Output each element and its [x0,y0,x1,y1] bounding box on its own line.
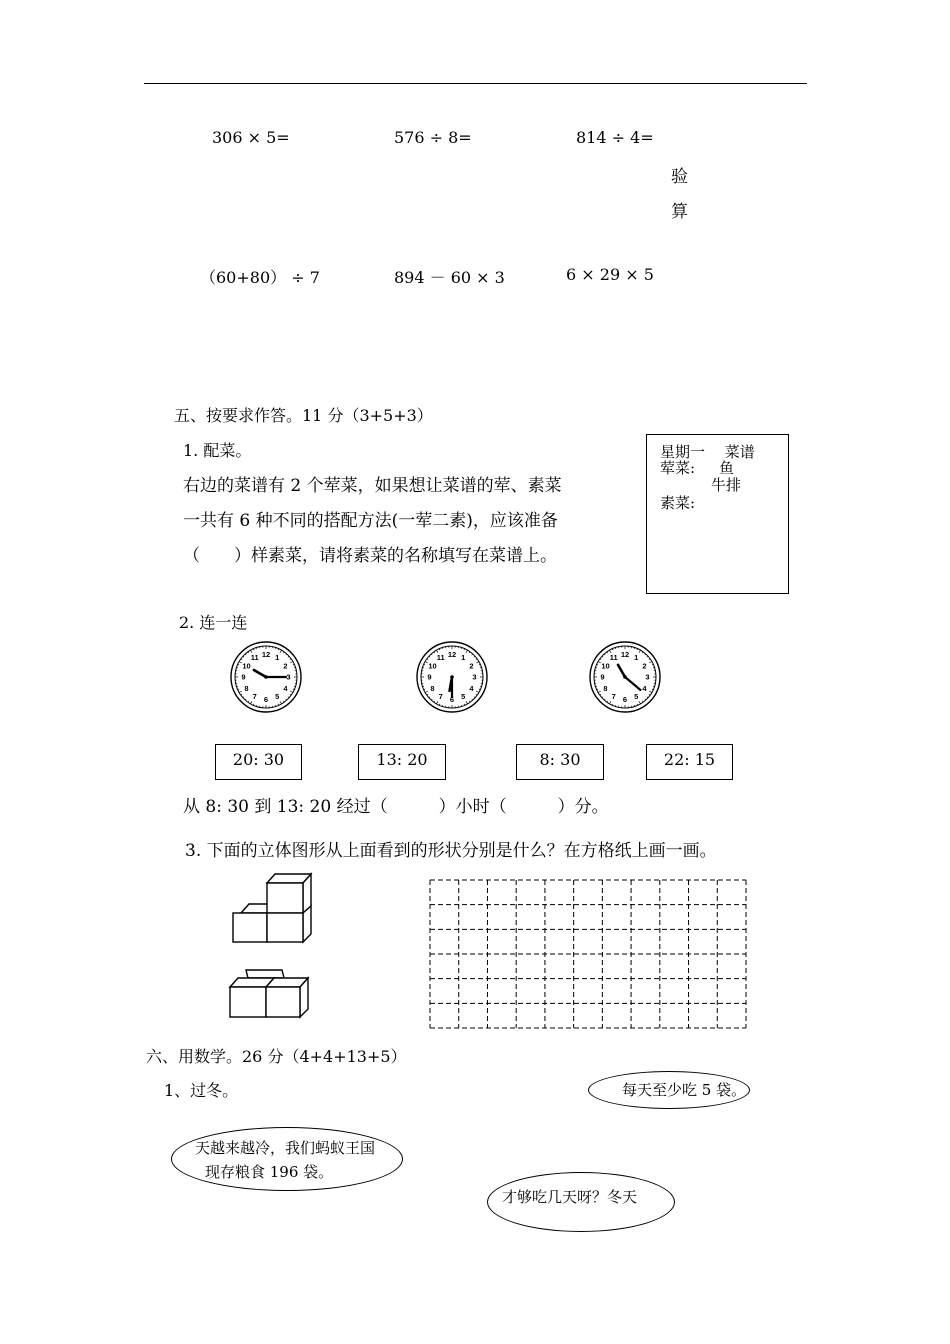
calc-4: （60+80） ÷ 7 [200,268,320,287]
square-grid-paper[interactable] [428,878,750,1030]
calc-5: 894 － 60 × 3 [394,268,505,287]
clock-number: 11 [436,653,445,663]
clock-number: 1 [461,653,466,663]
clock-number: 3 [286,672,291,682]
clock-3 [588,640,662,714]
clock-number: 6 [449,695,455,705]
clock-number: 4 [283,683,288,693]
clock-number: 11 [609,653,618,663]
clock-number: 4 [469,683,474,693]
speech-bubble-2 [171,1127,403,1191]
section6-title: 六、用数学。26 分（4+4+13+5） [146,1047,407,1066]
time-box-4: 22: 15 [646,744,733,780]
time-box-1: 20: 30 [215,744,302,780]
menu-meat-2: 牛排 [711,476,742,494]
clock-number: 9 [427,672,432,682]
clock-number: 12 [447,650,457,660]
cube-figure-1 [230,870,320,946]
bubble-2-line1: 天越来越冷，我们蚂蚁王国 [195,1139,376,1157]
clock-number: 8 [430,683,435,693]
clock-1 [229,640,303,714]
clock-number: 9 [241,672,246,682]
menu-meat-1: 鱼 [719,459,735,477]
calc-3: 814 ÷ 4= [576,128,654,147]
clock-number: 7 [611,692,616,702]
clock-number: 3 [472,672,477,682]
clock-number: 9 [600,672,605,682]
menu-box [646,434,789,594]
q3-title: 3. 下面的立体图形从上面看到的形状分别是什么？在方格纸上画一画。 [185,841,717,861]
q1-title: 1. 配菜。 [183,441,252,460]
check-label-1: 验 [671,167,688,187]
clock-number: 7 [438,692,443,702]
bubble-1-text: 每天至少吃 5 袋。 [622,1081,747,1099]
bubble-3-text: 才够吃几天呀？冬天 [502,1188,638,1206]
clock-number: 5 [634,692,639,702]
clock-number: 7 [252,692,257,702]
q1-line2: 一共有 6 种不同的搭配方法(一荤二素)，应该准备 [183,511,558,531]
clock-number: 12 [620,650,630,660]
clock-number: 2 [283,661,288,671]
calc-1: 306 × 5= [212,128,290,147]
menu-header: 星期一 菜谱 [660,443,755,461]
check-label-2: 算 [671,202,688,222]
header-rule [144,83,807,84]
clock-number: 12 [261,650,271,660]
clock-number: 8 [603,683,608,693]
q1-line1: 右边的菜谱有 2 个荤菜，如果想让菜谱的荤、素菜 [183,476,562,496]
clock-number: 10 [242,661,251,671]
section6-q1-title: 1、过冬。 [164,1081,239,1100]
clock-number: 1 [275,653,280,663]
q2-title: 2. 连一连 [179,613,248,632]
clock-number: 4 [642,683,647,693]
clock-number: 11 [250,653,259,663]
clock-number: 1 [634,653,639,663]
clock-number: 2 [642,661,647,671]
speech-bubble-3 [487,1172,675,1232]
section5-title: 五、按要求作答。11 分（3+5+3） [174,406,433,425]
clock-2 [415,640,489,714]
clock-number: 2 [469,661,474,671]
bubble-2-line2: 现存粮食 196 袋。 [205,1163,334,1181]
menu-meat-label: 荤菜: [660,459,696,477]
clock-number: 10 [601,661,610,671]
clock-number: 10 [428,661,437,671]
clock-number: 8 [244,683,249,693]
calc-2: 576 ÷ 8= [394,128,472,147]
clock-number: 6 [622,695,628,705]
clock-number: 5 [275,692,280,702]
clock-number: 5 [461,692,466,702]
clock-number: 3 [645,672,650,682]
cube-figure-2 [226,967,314,1021]
calc-6: 6 × 29 × 5 [566,265,654,284]
menu-veg-label: 素菜: [660,494,696,512]
clock-number: 6 [263,695,269,705]
time-box-3: 8: 30 [516,744,604,780]
speech-bubble-1 [588,1071,750,1109]
q1-line3: （ ）样素菜，请将素菜的名称填写在菜谱上。 [183,546,557,566]
q2-question: 从 8: 30 到 13: 20 经过（ ）小时（ ）分。 [183,797,609,817]
time-box-2: 13: 20 [358,744,446,780]
